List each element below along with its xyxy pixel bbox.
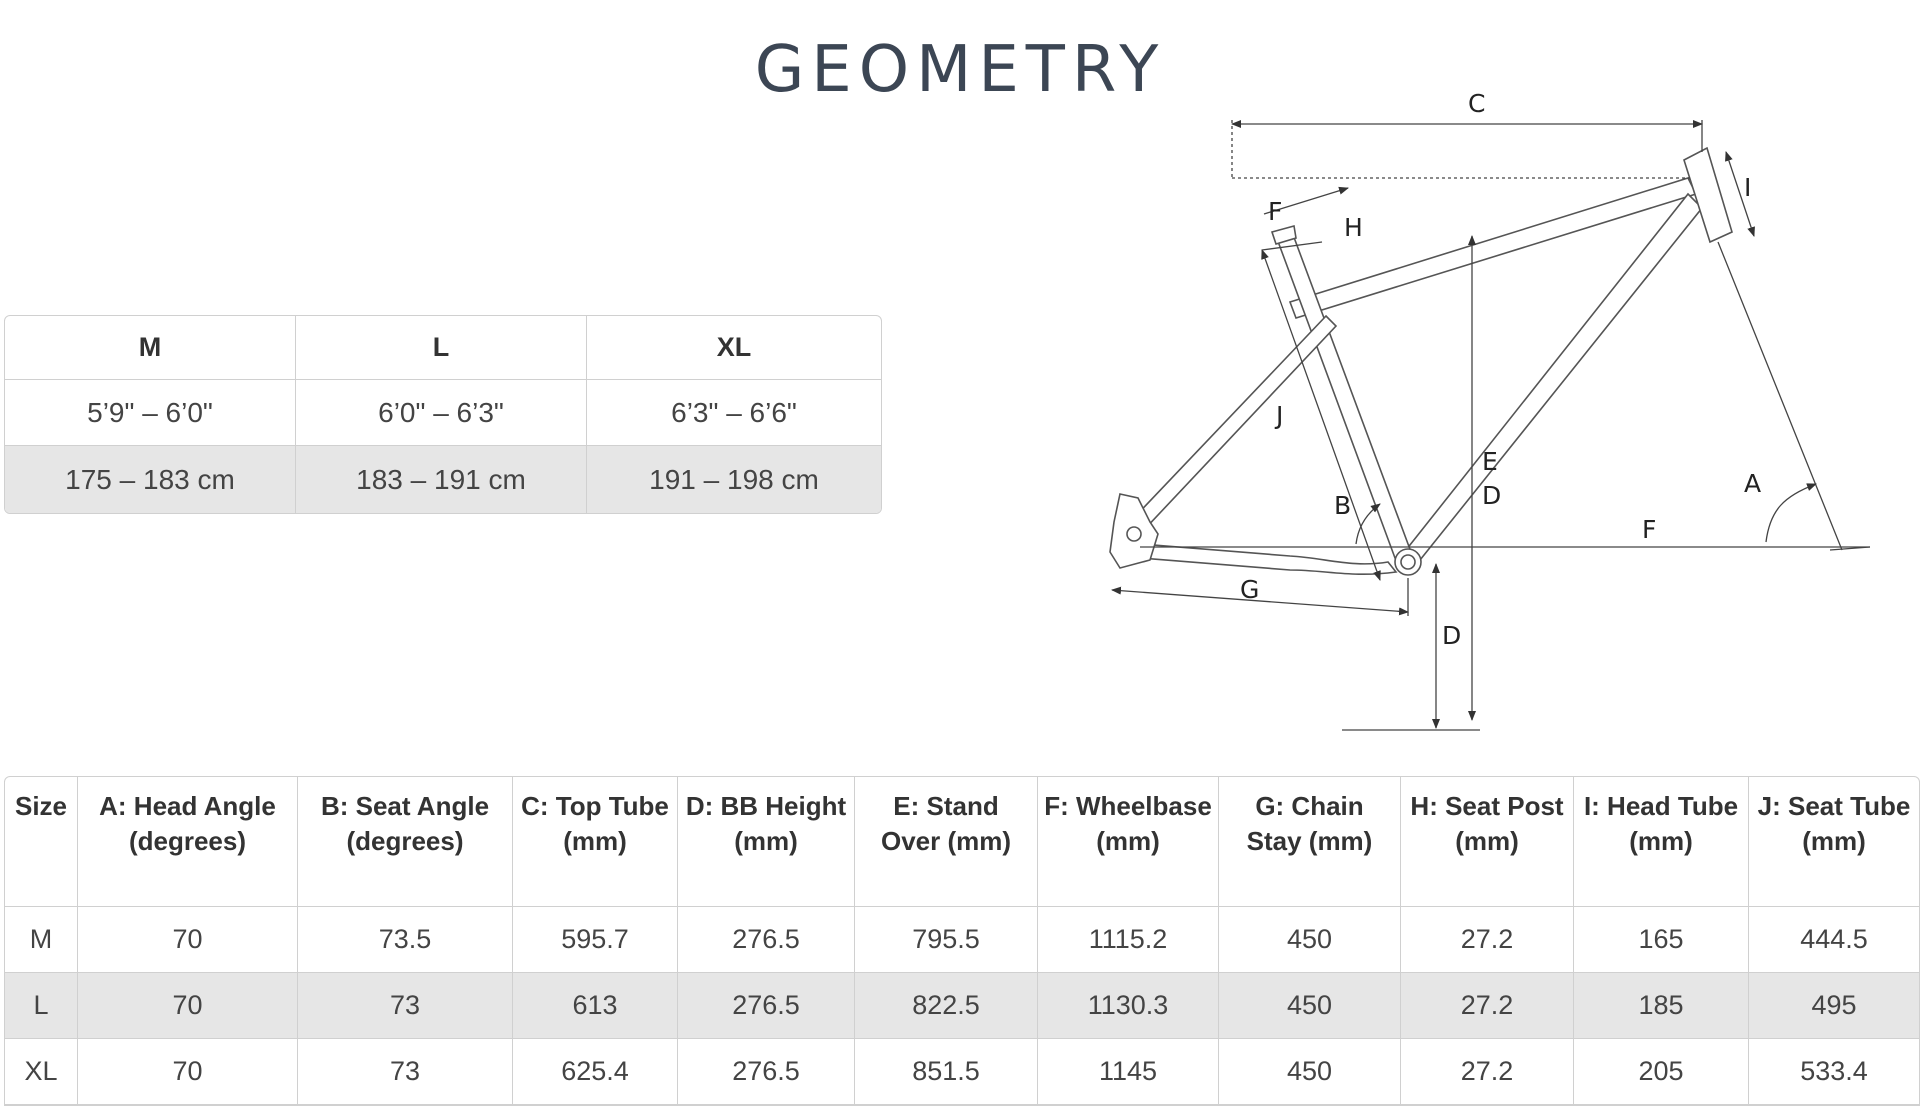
dimension-label-j: J	[1276, 401, 1284, 430]
dimension-label-a: A	[1744, 469, 1762, 498]
table-cell: 533.4	[1749, 1039, 1919, 1105]
size-header-l: L	[296, 316, 587, 380]
table-cell: 1115.2	[1038, 907, 1219, 973]
table-cell: 851.5	[855, 1039, 1038, 1105]
dimension-label-c: C	[1468, 89, 1486, 118]
rear-axle	[1127, 527, 1141, 541]
bike-frame	[1110, 148, 1732, 575]
table-row-size-cell: M	[5, 907, 78, 973]
page-title: GEOMETRY	[754, 32, 1166, 107]
table-header-cell: F: Wheelbase (mm)	[1038, 777, 1219, 907]
metric-height-l: 183 – 191 cm	[296, 446, 587, 513]
metric-height-xl: 191 – 198 cm	[587, 446, 881, 513]
dimension-label-i: I	[1744, 173, 1752, 202]
dimension-label-f-bottom: F	[1642, 515, 1657, 544]
table-cell: 1145	[1038, 1039, 1219, 1105]
dimension-label-d-upper: D	[1482, 481, 1502, 510]
table-header-cell: H: Seat Post (mm)	[1401, 777, 1574, 907]
dimension-label-h: H	[1344, 213, 1363, 242]
table-cell: 27.2	[1401, 907, 1574, 973]
frame-geometry-diagram	[1090, 82, 1890, 742]
table-cell: 70	[78, 973, 298, 1039]
table-header-cell: C: Top Tube (mm)	[513, 777, 678, 907]
metric-height-m: 175 – 183 cm	[5, 446, 296, 513]
table-cell: 205	[1574, 1039, 1749, 1105]
table-cell: 70	[78, 907, 298, 973]
table-cell: 450	[1219, 1039, 1401, 1105]
table-cell: 70	[78, 1039, 298, 1105]
table-header-cell: I: Head Tube (mm)	[1574, 777, 1749, 907]
down-tube	[1406, 194, 1702, 560]
table-row-size-cell: L	[5, 973, 78, 1039]
dimension-label-e: E	[1482, 447, 1498, 476]
dimension-label-b: B	[1334, 491, 1352, 520]
imperial-height-l: 6’0" – 6’3"	[296, 380, 587, 446]
table-header-cell: D: BB Height (mm)	[678, 777, 855, 907]
table-cell: 276.5	[678, 907, 855, 973]
table-cell: 613	[513, 973, 678, 1039]
table-header-cell: B: Seat Angle (degrees)	[298, 777, 513, 907]
size-header-xl: XL	[587, 316, 881, 380]
seat-stay	[1130, 316, 1336, 532]
table-cell: 1130.3	[1038, 973, 1219, 1039]
table-cell: 450	[1219, 973, 1401, 1039]
table-cell: 444.5	[1749, 907, 1919, 973]
table-cell: 822.5	[855, 973, 1038, 1039]
table-cell: 73.5	[298, 907, 513, 973]
size-header-m: M	[5, 316, 296, 380]
rider-size-chart	[4, 315, 882, 514]
table-header-cell: G: Chain Stay (mm)	[1219, 777, 1401, 907]
imperial-height-m: 5’9" – 6’0"	[5, 380, 296, 446]
table-cell: 625.4	[513, 1039, 678, 1105]
table-cell: 27.2	[1401, 973, 1574, 1039]
table-header-cell: E: Stand Over (mm)	[855, 777, 1038, 907]
table-header-cell: A: Head Angle (degrees)	[78, 777, 298, 907]
table-cell: 27.2	[1401, 1039, 1574, 1105]
dimension-label-g: G	[1240, 575, 1260, 604]
table-cell: 276.5	[678, 1039, 855, 1105]
imperial-height-xl: 6’3" – 6’6"	[587, 380, 881, 446]
table-cell: 185	[1574, 973, 1749, 1039]
table-cell: 73	[298, 1039, 513, 1105]
table-cell: 165	[1574, 907, 1749, 973]
table-cell: 795.5	[855, 907, 1038, 973]
table-cell: 450	[1219, 907, 1401, 973]
table-cell: 495	[1749, 973, 1919, 1039]
geometry-table	[4, 776, 1920, 1106]
table-header-cell: Size	[5, 777, 78, 907]
table-cell: 276.5	[678, 973, 855, 1039]
dimension-label-d-lower: D	[1442, 621, 1462, 650]
top-tube	[1290, 178, 1696, 318]
table-header-cell: J: Seat Tube (mm)	[1749, 777, 1919, 907]
dimension-label-f-top: F	[1268, 197, 1283, 226]
table-cell: 595.7	[513, 907, 678, 973]
table-cell: 73	[298, 973, 513, 1039]
table-row-size-cell: XL	[5, 1039, 78, 1105]
chain-stay	[1140, 544, 1396, 574]
